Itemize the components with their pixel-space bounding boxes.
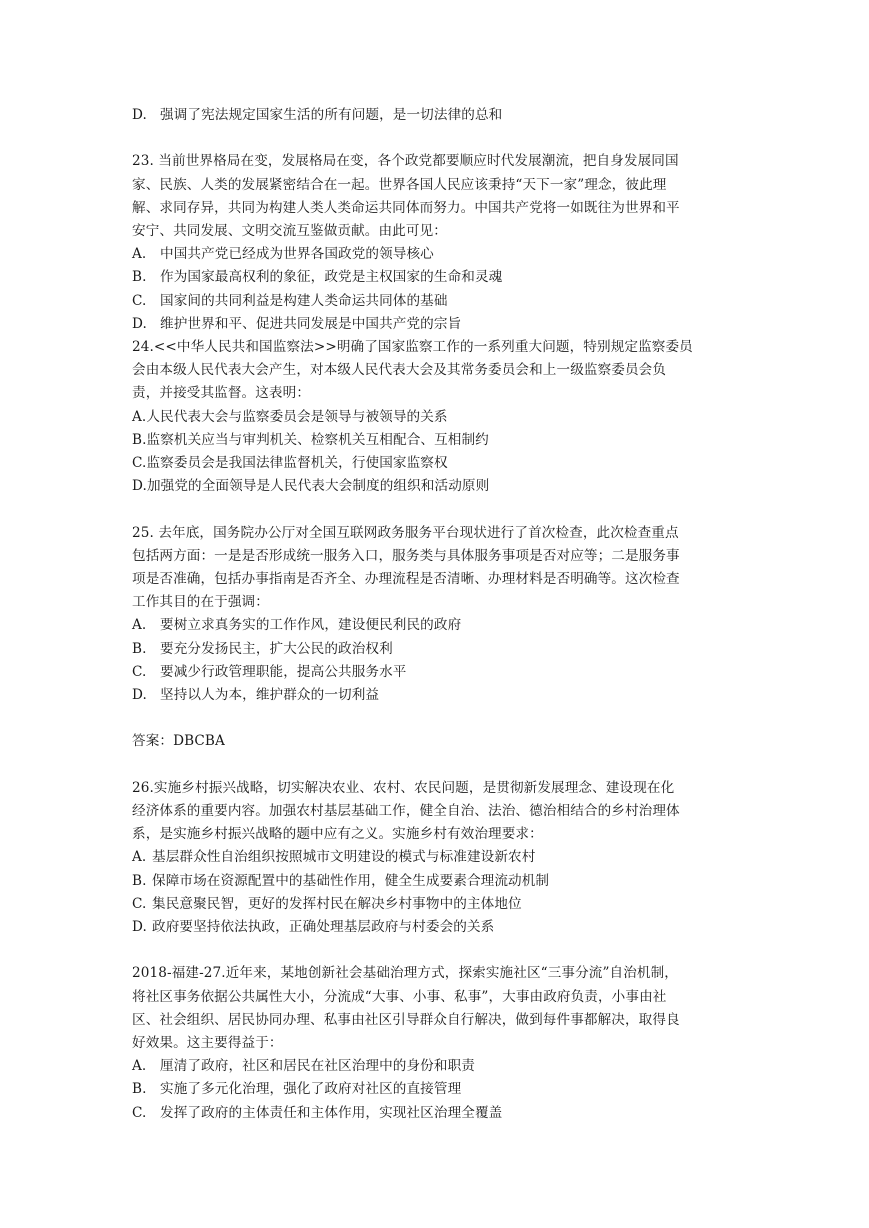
question-stem-line: 经济体系的重要内容。加强农村基层基础工作，健全自治、法治、德治相结合的乡村治理体: [132, 803, 680, 820]
option-text: 监察委员会是我国法律监督机关，行使国家监察权: [146, 455, 448, 472]
option-a: [132, 406, 772, 429]
option-letter: D.: [132, 315, 147, 332]
option-letter: B.: [132, 872, 147, 889]
question-23: [132, 150, 772, 336]
option-text: 要树立求真务实的工作作风，建设便民利民的政府: [160, 617, 462, 634]
document-page: [132, 104, 772, 1125]
option-c: [132, 290, 772, 313]
option-letter: B.: [132, 640, 147, 657]
option-letter: B.: [132, 269, 147, 286]
option-text: 加强党的全面领导是人民代表大会制度的组织和活动原则: [146, 478, 490, 495]
option-text: 中国共产党已经成为世界各国政党的领导核心: [160, 246, 434, 263]
option-letter: C.: [132, 1104, 147, 1121]
option-text: 集民意聚民智，更好的发挥村民在解决乡村事物中的主体地位: [152, 895, 522, 912]
option-a: [132, 846, 772, 869]
question-stem-line: 25. 去年底，国务院办公厅对全国互联网政务服务平台现状进行了首次检查，此次检查重点: [132, 524, 679, 541]
question-stem-line: 将社区事务依据公共属性大小，分流成“大事、小事、私事”，大事由政府负责，小事由社: [132, 988, 667, 1005]
option-d: [132, 313, 772, 336]
option-c: [132, 1102, 772, 1125]
option-letter: A.: [132, 408, 147, 425]
option-d: [132, 475, 772, 498]
option-letter: B.: [132, 431, 147, 448]
option-letter: A.: [132, 1058, 147, 1075]
option-text: 发挥了政府的主体责任和主体作用，实现社区治理全覆盖: [160, 1104, 503, 1121]
question-25: [132, 522, 772, 708]
option-text: 作为国家最高权利的象征，政党是主权国家的生命和灵魂: [160, 269, 503, 286]
option-text: 监察机关应当与审判机关、检察机关互相配合、互相制约: [146, 431, 489, 448]
option-c: [132, 452, 772, 475]
option-letter: A.: [132, 849, 147, 866]
question-26: [132, 777, 772, 939]
option-text: 保障市场在资源配置中的基础性作用，健全生成要素合理流动机制: [152, 872, 550, 889]
question-stem-line: 家、民族、人类的发展紧密结合在一起。世界各国人民应该秉持“天下一家”理念，彼此理: [132, 176, 667, 193]
option-text: 基层群众性自治组织按照城市文明建设的模式与标准建设新农村: [152, 849, 536, 866]
question-stem-line: 工作其目的在于强调：: [132, 594, 269, 611]
option-b: [132, 870, 772, 893]
option-text: 政府要坚持依法执政，正确处理基层政府与村委会的关系: [152, 919, 495, 936]
option-letter: D.: [132, 919, 147, 936]
question-stem-line: 24.<<中华人民共和国监察法>>明确了国家监察工作的一系列重大问题，特别规定监察委员: [132, 339, 693, 356]
option-a: [132, 243, 772, 266]
option-text: 强调了宪法规定国家生活的所有问题，是一切法律的总和: [160, 107, 503, 123]
option-text: 人民代表大会与监察委员会是领导与被领导的关系: [146, 408, 448, 425]
option-b: [132, 429, 772, 452]
question-24: [132, 336, 772, 498]
option-text: 维护世界和平、促进共同发展是中国共产党的宗旨: [160, 315, 462, 332]
question-stem-line: 责，并接受其监督。这表明：: [132, 385, 311, 402]
option-letter: D.: [132, 478, 147, 495]
option-c: [132, 661, 772, 684]
question-stem-line: 2018-福建-27.近年来，某地创新社会基础治理方式，探索实施社区“三事分流”自治机制，: [132, 965, 678, 982]
option-letter: C.: [132, 663, 147, 680]
question-27: [132, 962, 772, 1124]
option-letter: B.: [132, 1081, 147, 1098]
option-b: [132, 638, 772, 661]
option-letter: C.: [132, 895, 147, 912]
option-letter: C.: [132, 292, 147, 309]
option-text: 国家间的共同利益是构建人类命运共同体的基础: [160, 292, 448, 309]
option-letter: D.: [132, 687, 147, 704]
option-b: [132, 266, 772, 289]
question-stem-line: 项是否准确，包括办事指南是否齐全、办理流程是否清晰、办理材料是否明确等。这次检查: [132, 571, 680, 588]
question-stem-line: 安宁、共同发展、文明交流互鉴做贡献。由此可见：: [132, 223, 447, 239]
option-c: [132, 893, 772, 916]
option-text: 实施了多元化治理，强化了政府对社区的直接管理: [160, 1081, 462, 1098]
question-stem-line: 26.实施乡村振兴战略，切实解决农业、农村、农民问题，是贯彻新发展理念、建设现在化: [132, 779, 675, 796]
option-a: [132, 1055, 772, 1078]
question-stem-line: 区、社会组织、居民协同办理、私事由社区引导群众自行解决，做到每件事都解决，取得良: [132, 1011, 680, 1028]
question-22-tail: [132, 104, 772, 127]
option-d: [132, 684, 772, 707]
option-b: [132, 1078, 772, 1101]
option-text: 要充分发扬民主，扩大公民的政治权利: [160, 640, 393, 657]
option-text: 要减少行政管理职能，提高公共服务水平: [160, 663, 407, 680]
option-letter: C.: [132, 455, 147, 472]
option-text: 厘清了政府，社区和居民在社区治理中的身份和职责: [160, 1058, 475, 1075]
option-text: 坚持以人为本，维护群众的一切利益: [160, 687, 380, 704]
question-stem-line: 23. 当前世界格局在变，发展格局在变，各个政党都要顺应时代发展潮流，把自身发展同国: [132, 153, 679, 170]
question-stem-line: 好效果。这主要得益于：: [132, 1035, 283, 1052]
option-d: [132, 916, 772, 939]
question-stem-line: 会由本级人民代表大会产生，对本级人民代表大会及其常务委员会和上一级监察委员会负: [132, 362, 667, 379]
option-d: [132, 104, 772, 127]
option-a: [132, 614, 772, 637]
option-letter: D.: [132, 107, 147, 123]
question-stem-line: 系，是实施乡村振兴战略的题中应有之义。实施乡村有效治理要求：: [132, 826, 543, 843]
answer-text: 答案：DBCBA: [132, 733, 225, 750]
option-letter: A.: [132, 617, 147, 634]
question-stem-line: 解、求同存异，共同为构建人类人类命运共同体而努力。中国共产党将一如既往为世界和平: [132, 199, 680, 216]
question-stem-line: 包括两方面：一是是否形成统一服务入口，服务类与具体服务事项是否对应等；二是服务事: [132, 547, 680, 564]
option-letter: A.: [132, 246, 147, 263]
answer-key: [132, 730, 772, 753]
